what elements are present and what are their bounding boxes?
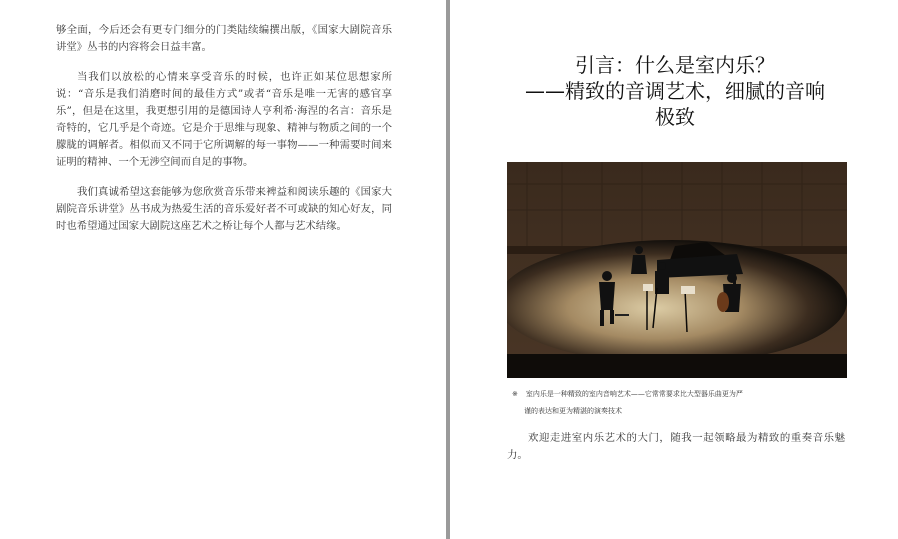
caption-line-1 (507, 386, 847, 403)
left-paragraph-3: 我们真诚希望这套能够为您欣赏音乐带来裨益和阅读乐趣的《国家大剧院音乐讲堂》丛书成为热爱生活的音乐爱好者不可或缺的知心好友，同时也希望通过国家大剧院这座艺术之桥让每个人都与艺术结缘。 (56, 186, 392, 232)
right-paragraph: 欢迎走进室内乐艺术的大门，随我一起领略最为精致的重奏音乐魅力。 (507, 432, 845, 461)
quartet-on-stage-illustration (507, 162, 847, 378)
left-page (0, 0, 446, 539)
caption-line-2: 谨的表达和更为精湛的演奏技术 (524, 407, 622, 415)
chapter-title-line-3: 极致 (655, 105, 695, 129)
left-paragraph-2: 当我们以放松的心情来享受音乐的时候，也许正如某位思想家所说：“音乐是我们消磨时间的最佳方式”或者“音乐是唯一无害的感官享乐”，但是在这里，我更想引用的是德国诗人亨利希·海涅的名言：音乐是奇特的，它几乎是个奇迹。它是介于思维与现象、精神与物质之间的一个朦胧的调解者。相似而又不同于它所调解的每一事物——一种需要时间来证明的精神、一个无涉空间而自足的事物。 (56, 71, 392, 168)
left-paragraph-1: 够全面，今后还会有更专门细分的门类陆续编撰出版，《国家大剧院音乐讲堂》丛书的内容将会日益丰富。 (56, 24, 392, 53)
photo-caption (507, 386, 847, 420)
chamber-music-photo (507, 162, 847, 378)
chapter-title-line-2: ——精致的音调艺术，细腻的音响 (525, 79, 825, 103)
caption-mark: ※ (512, 390, 518, 398)
chapter-title (470, 52, 880, 130)
caption-text-1: 室内乐是一种精致的室内音响艺术——它常常要求比大型器乐曲更为严 (525, 390, 743, 398)
chapter-title-line-1: 引言：什么是室内乐？ (575, 53, 775, 77)
